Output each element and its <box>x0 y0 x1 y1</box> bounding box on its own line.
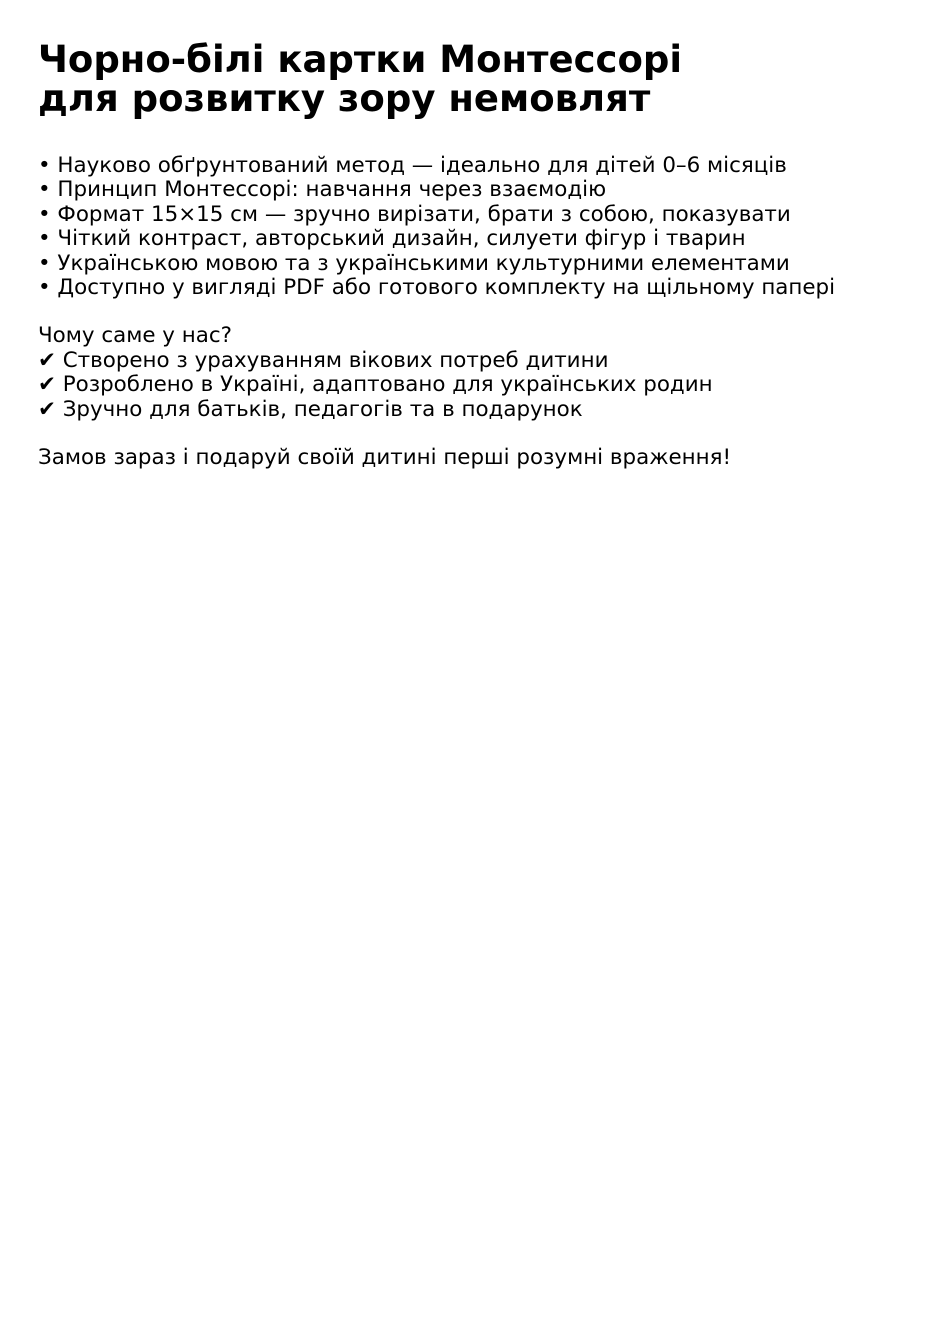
why-us-section <box>38 324 918 422</box>
call-to-action: Замов зараз і подаруй своїй дитині перші розумні враження! <box>38 445 732 471</box>
why-us-item: ✔ Розроблено в Україні, адаптовано для українських родин <box>38 372 713 398</box>
why-us-heading: Чому саме у нас? <box>38 323 232 349</box>
feature-item: • Науково обґрунтований метод — ідеально для дітей 0–6 місяців <box>38 153 787 178</box>
page-title <box>38 40 918 118</box>
document-page <box>38 40 918 470</box>
feature-item: • Доступно у вигляді PDF або готового комплекту на щільному папері <box>38 275 836 301</box>
feature-item: • Українською мовою та з українськими культурними елементами <box>38 250 790 276</box>
features-list <box>38 154 918 300</box>
title-line-2: для розвитку зору немовлят <box>38 77 651 120</box>
feature-item: • Чіткий контраст, авторський дизайн, силуети фігур і тварин <box>38 226 746 252</box>
title-line-1: Чорно-білі картки Монтессорі <box>38 38 683 81</box>
feature-item: • Принцип Монтессорі: навчання через взаємодію <box>38 177 607 203</box>
why-us-item: ✔ Створено з урахуванням вікових потреб дитини <box>38 347 609 373</box>
why-us-item: ✔ Зручно для батьків, педагогів та в подарунок <box>38 396 583 422</box>
feature-item: • Формат 15×15 см — зручно вирізати, брати з собою, показувати <box>38 201 791 227</box>
